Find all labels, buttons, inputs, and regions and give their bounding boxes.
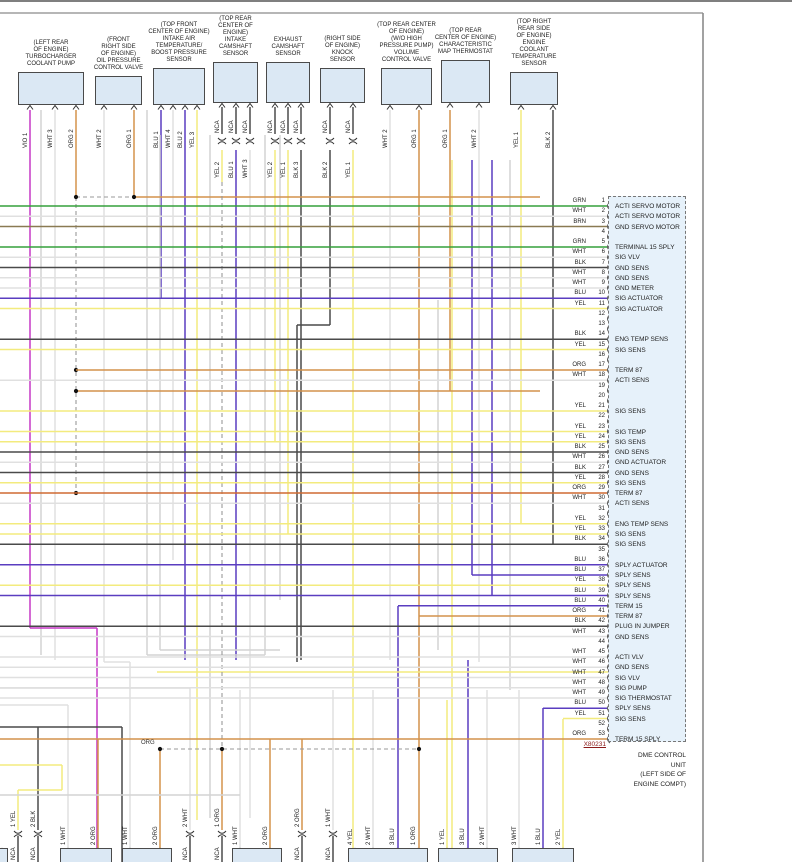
bottom-connector-box [0, 848, 8, 862]
dme-pin-signal-label: SIG SENS [615, 541, 646, 549]
dme-pin-number: 19 [598, 382, 605, 389]
dme-pin-signal-label: GND SENS [615, 664, 649, 672]
component-label-line: ENGINE) [222, 30, 248, 36]
component-label-line: SENSOR [222, 51, 249, 57]
dme-pin-number: 13 [598, 321, 605, 327]
component-label-line: SENSOR [329, 57, 356, 63]
dme-pin-signal-label: ACTI VLV [615, 654, 644, 661]
dme-pin-signal-label: ACTI SERVO MOTOR [615, 203, 681, 210]
dme-pin-color: WHT [572, 649, 586, 655]
dme-pin-signal-label: SIG SENS [615, 408, 646, 415]
dme-pin-signal-label: GND SENS [615, 469, 649, 477]
pin-wire-label: WHT 2 [472, 129, 478, 148]
dme-caption-line: (LEFT SIDE OF [640, 771, 686, 778]
dme-pin-color: BLK [574, 464, 586, 471]
dme-pin-number: 7 [601, 259, 605, 266]
dme-pin-number: 1 [601, 198, 605, 204]
component-label-line: OIL PRESSURE [96, 58, 141, 64]
pin-wire-label: BLU 2 [178, 131, 184, 148]
bottom-pin-wire-label: 1 WHT [61, 826, 67, 845]
dme-pin-signal-label: SPLY ACTUATOR [615, 561, 668, 569]
dme-pin-signal-label: SIG ACTUATOR [615, 295, 663, 303]
bottom-pin-wire-label: 2 ORG [263, 826, 269, 845]
nca-label: NCA [295, 847, 301, 860]
component-label-line: (FRONT [107, 37, 130, 43]
bottom-connector-box [60, 848, 112, 862]
component-label-line: CENTER OF ENGINE) [148, 29, 210, 35]
component-label-line: VOLUME [393, 50, 420, 56]
pin-wire-label: ORG 1 [127, 129, 133, 148]
dme-pin-signal-label: SIG THERMOSTAT [615, 695, 672, 702]
dme-pin-color: WHT [572, 659, 586, 666]
pin-wire-label: WHT 3 [48, 129, 54, 148]
bottom-pin-wire-label: 2 BLK [31, 810, 37, 827]
component-label-line: SENSOR [275, 51, 301, 57]
component-label-line: SENSOR [521, 61, 547, 67]
dme-pin-number: 8 [601, 269, 605, 276]
component-label-line: (TOP REAR [219, 16, 252, 22]
connector-box-boost-pressure-sensor [153, 68, 205, 105]
dme-pin-signal-label: SIG SENS [615, 531, 646, 538]
dme-pin-color: BLU [574, 567, 586, 573]
dme-pin-signal-label: SIG VLV [615, 254, 640, 262]
dme-pin-signal-label: SIG SENS [615, 346, 646, 354]
dme-pin-number: 29 [598, 485, 605, 491]
dme-pin-signal-label: GND SERVO MOTOR [615, 223, 680, 231]
dme-pin-color: WHT [572, 208, 586, 215]
component-label-line: (W/O HIGH [391, 36, 422, 42]
dme-pin-number: 14 [598, 331, 605, 338]
component-label-line: OF ENGINE) [388, 29, 424, 35]
nca-label: NCA [268, 120, 274, 133]
bottom-pin-wire-label: 2 YEL [556, 828, 562, 845]
dme-pin-signal-label: ACTI SERVO MOTOR [615, 213, 681, 221]
connector-box-characteristic-map-thermostat [441, 60, 490, 103]
connector-box-knock-sensor [320, 68, 365, 103]
dme-pin-signal-label: TERM 87 [615, 613, 643, 620]
component-label-line: COOLANT PUMP [27, 61, 75, 67]
component-label-line: INTAKE [224, 37, 247, 43]
bottom-pin-wire-label: 3 BLU [390, 828, 396, 845]
dme-pin-color: WHT [572, 690, 586, 696]
bottom-pin-wire-label: 4 YEL [348, 828, 354, 845]
dme-pin-number: 34 [598, 536, 605, 543]
dme-pin-signal-label: SPLY SENS [615, 582, 651, 590]
dme-pin-color: WHT [572, 679, 586, 686]
dme-pin-number: 21 [598, 403, 605, 409]
dme-pin-signal-label: GND SENS [615, 633, 649, 641]
pin-wire-label: ORG 1 [412, 129, 418, 148]
dme-pin-color: WHT [572, 495, 586, 502]
bottom-pin-wire-label: 2 WHT [480, 826, 486, 845]
dme-pin-signal-label: TERM 15 SPLY [615, 736, 661, 743]
nca-label: NCA [215, 847, 221, 860]
component-label-line: CENTER OF [218, 23, 253, 29]
dme-pin-signal-label: TERM 15 [615, 602, 643, 610]
component-label-line: EXHAUST [273, 37, 303, 43]
dme-pin-color: GRN [572, 239, 586, 245]
dme-pin-number: 46 [598, 659, 605, 666]
dme-pin-color: BLU [574, 556, 586, 563]
dme-pin-number: 11 [598, 300, 605, 307]
dme-pin-color: BLK [574, 331, 586, 338]
pin-wire-label: YEL 1 [346, 161, 352, 178]
dme-pin-number: 36 [598, 556, 605, 563]
dme-pin-signal-label: ENG TEMP SENS [615, 336, 669, 344]
dme-pin-number: 17 [598, 362, 605, 368]
component-label-line: OF ENGINE) [516, 33, 552, 39]
dme-pin-color: YEL [574, 300, 586, 307]
dme-pin-signal-label: SPLY SENS [615, 572, 651, 579]
dme-pin-number: 42 [598, 618, 605, 625]
dme-pin-number: 32 [598, 515, 605, 522]
dme-pin-number: 40 [598, 597, 605, 604]
dme-pin-number: 28 [598, 474, 605, 481]
dme-pin-signal-label: PLUG IN JUMPER [615, 623, 670, 631]
nca-label: NCA [11, 847, 17, 860]
dme-pin-color: WHT [572, 454, 586, 461]
pin-wire-label: YEL 2 [215, 161, 221, 178]
dme-pin-number: 48 [598, 679, 605, 686]
dme-pin-color: BLK [574, 259, 586, 266]
dme-pin-signal-label: ACTI SENS [615, 377, 650, 385]
dme-pin-signal-label: GND ACTUATOR [615, 459, 667, 467]
dme-caption-line: DME CONTROL [637, 752, 686, 759]
dme-pin-color: YEL [574, 710, 586, 717]
component-label-line: (TOP FRONT [160, 22, 198, 28]
bottom-pin-wire-label: 1 WHT [123, 826, 129, 845]
bottom-pin-wire-label: 1 WHT [326, 808, 332, 827]
connector-box-exhaust-camshaft-sensor [266, 62, 310, 103]
pin-wire-label: BLU 1 [229, 161, 235, 178]
bottom-pin-wire-label: 1 BLU [536, 828, 542, 845]
pin-wire-label: VIO 1 [23, 132, 29, 148]
dme-pin-number: 9 [601, 280, 605, 286]
dme-pin-number: 20 [598, 392, 605, 399]
bottom-pin-wire-label: 1 WHT [233, 826, 239, 845]
dme-pin-number: 50 [598, 700, 605, 707]
dme-pin-signal-label: SIG ACTUATOR [615, 305, 663, 313]
bottom-pin-wire-label: 3 BLU [460, 828, 466, 845]
dme-pin-number: 47 [598, 669, 605, 676]
pin-wire-label: BLK 2 [546, 131, 552, 148]
dme-pin-signal-label: GND SENS [615, 264, 649, 272]
nca-label: NCA [229, 120, 235, 133]
bottom-connector-box [122, 848, 172, 862]
nca-label: NCA [183, 847, 189, 860]
org-wire-label: ORG [141, 740, 155, 746]
dme-pin-color: WHT [572, 669, 586, 676]
connector-box-volume-control-valve [381, 68, 432, 105]
bottom-connector-box [348, 848, 428, 862]
dme-pin-number: 2 [601, 208, 605, 215]
dme-pin-signal-label: TERM 87 [615, 490, 643, 497]
dme-pin-color: WHT [572, 269, 586, 276]
dme-pin-signal-label: GND METER [615, 285, 654, 292]
nca-label: NCA [294, 120, 300, 133]
bottom-pin-wire-label: 1 YEL [11, 810, 17, 827]
bottom-pin-wire-label: 1 ORG [215, 808, 221, 827]
dme-pin-color: YEL [574, 341, 586, 348]
connector-box-coolant-pump [18, 72, 84, 105]
component-label-line: (RIGHT SIDE [324, 36, 361, 42]
dme-pin-color: YEL [574, 515, 586, 522]
component-label-line: TURBOCHARGER [25, 54, 77, 60]
dme-pin-color: GRN [572, 198, 586, 204]
component-label-line: SENSOR [166, 57, 192, 63]
dme-pin-number: 5 [601, 239, 605, 245]
dme-pin-number: 16 [598, 351, 605, 358]
component-label-line: PRESSURE PUMP) [379, 43, 434, 49]
pin-wire-label: WHT 3 [243, 159, 249, 178]
dme-pin-number: 53 [598, 731, 605, 737]
dme-pin-color: YEL [574, 423, 586, 430]
dme-pin-number: 23 [598, 423, 605, 430]
nca-label: NCA [323, 120, 329, 133]
dme-pin-number: 25 [598, 444, 605, 450]
component-label-line: OF ENGINE) [324, 43, 360, 49]
dme-pin-number: 44 [598, 638, 605, 645]
component-label-line: (LEFT REAR [33, 40, 69, 46]
dme-pin-number: 43 [598, 628, 605, 635]
pin-wire-label: BLU 1 [154, 131, 160, 148]
dme-pin-color: BLU [574, 587, 586, 594]
connector-box-engine-coolant-temperature-sensor [510, 72, 558, 105]
bottom-connector-box [512, 848, 574, 862]
component-label-line: CAMSHAFT [219, 44, 252, 50]
bottom-pin-wire-label: 2 ORG [153, 826, 159, 845]
dme-pin-number: 33 [598, 526, 605, 532]
component-label-line: (TOP REAR [449, 28, 482, 34]
dme-pin-number: 41 [598, 608, 605, 614]
dme-pin-color: BLU [574, 597, 586, 604]
dme-pin-signal-label: SPLY SENS [615, 592, 651, 600]
dme-pin-signal-label: SIG VLV [615, 674, 640, 682]
dme-pin-number: 51 [598, 710, 605, 717]
dme-pin-number: 3 [601, 218, 605, 225]
dme-pin-color: YEL [574, 577, 586, 584]
dme-pin-color: YEL [574, 474, 586, 481]
nca-label: NCA [31, 847, 37, 860]
dme-pin-color: YEL [574, 403, 586, 409]
bottom-pin-wire-label: 2 ORG [295, 808, 301, 827]
pin-wire-label: WHT 2 [97, 129, 103, 148]
dme-pin-color: WHT [572, 628, 586, 635]
dme-pin-color: BLK [574, 536, 586, 543]
component-label-line: (TOP RIGHT [516, 19, 552, 25]
component-label-line: CAMSHAFT [271, 44, 305, 50]
dme-pin-color: ORG [572, 485, 586, 491]
dme-pin-signal-label: ACTI SENS [615, 500, 650, 508]
dme-pin-number: 52 [598, 720, 605, 727]
pin-wire-label: WHT 4 [166, 129, 172, 148]
dme-pin-color: BLK [574, 618, 586, 625]
nca-label: NCA [243, 120, 249, 133]
nca-label: NCA [346, 120, 352, 133]
dme-pin-signal-label: GND SENS [615, 274, 649, 282]
pin-wire-label: YEL 2 [268, 161, 274, 178]
dme-pin-color: YEL [574, 526, 586, 532]
dme-pin-color: WHT [572, 372, 586, 379]
dme-pin-signal-label: SPLY SENS [615, 705, 651, 713]
pin-wire-label: YEL 1 [281, 161, 287, 178]
dme-pin-signal-label: TERM 87 [615, 367, 643, 374]
dme-pin-number: 6 [601, 249, 605, 256]
bottom-pin-wire-label: 3 WHT [512, 826, 518, 845]
dme-pin-signal-label: SIG PUMP [615, 684, 647, 692]
dme-pin-number: 31 [598, 505, 605, 512]
component-label-line: CONTROL VALVE [381, 57, 432, 63]
component-label-line: RIGHT SIDE [101, 44, 136, 50]
dme-pin-color: BRN [573, 218, 586, 225]
dme-pin-number: 38 [598, 577, 605, 584]
component-label-line: MAP THERMOSTAT [438, 49, 493, 55]
bottom-pin-wire-label: 2 WHT [183, 808, 189, 827]
component-label-line: OF ENGINE) [100, 51, 136, 57]
dme-pin-color: YEL [574, 433, 586, 440]
component-label-line: REAR SIDE [517, 26, 551, 32]
component-label-line: TEMPERATURE/ [155, 43, 203, 49]
bottom-connector-box [438, 848, 498, 862]
dme-pin-number: 26 [598, 454, 605, 461]
dme-pin-signal-label: SIG SENS [615, 479, 646, 487]
component-label-line: TEMPERATURE [511, 54, 557, 60]
pin-wire-label: WHT 2 [383, 129, 389, 148]
dme-pin-color: WHT [572, 280, 586, 286]
component-label-line: (TOP REAR CENTER [377, 22, 436, 28]
dme-pin-number: 22 [598, 413, 605, 420]
dme-pin-color: ORG [572, 731, 586, 737]
dme-pin-signal-label: SIG SENS [615, 438, 646, 446]
dme-pin-number: 45 [598, 649, 605, 655]
connector-box-intake-camshaft-sensor [213, 62, 258, 103]
component-label-line: ENGINE [522, 40, 546, 46]
dme-pin-color: ORG [572, 608, 586, 614]
dme-pin-number: 37 [598, 567, 605, 573]
component-label-line: INTAKE AIR [162, 36, 196, 42]
dme-pin-color: BLU [574, 700, 586, 707]
component-label-line: CONTROL VALVE [93, 65, 144, 71]
dme-pin-number: 4 [601, 228, 605, 235]
connector-id-link[interactable]: X80231 [583, 741, 606, 748]
bottom-pin-wire-label: 2 ORG [91, 826, 97, 845]
dme-pin-number: 24 [598, 433, 605, 440]
dme-pin-color: BLK [574, 444, 586, 450]
dme-pin-signal-label: GND SENS [615, 449, 649, 456]
dme-pin-color: ORG [572, 362, 586, 368]
component-label-line: CENTER OF ENGINE) [434, 35, 497, 41]
component-label-line: BOOST PRESSURE [151, 50, 207, 56]
dme-pin-number: 10 [598, 290, 605, 297]
dme-pin-number: 15 [598, 341, 605, 348]
connector-box-oil-pressure-control-valve [95, 76, 142, 105]
bottom-pin-wire-label: 1 ORG [411, 826, 417, 845]
pin-wire-label: YEL 3 [190, 131, 196, 148]
dme-pin-number: 27 [598, 464, 605, 471]
pin-wire-label: YEL 1 [514, 131, 520, 148]
dme-pin-signal-label: TERMINAL 15 SPLY [615, 244, 675, 251]
dme-pin-signal-label: SIG TEMP [615, 428, 646, 436]
bottom-pin-wire-label: 1 YEL [440, 828, 446, 845]
dme-pin-signal-label: SIG SENS [615, 715, 646, 723]
component-label-engine-coolant-temperature-sensor [488, 19, 580, 68]
dme-pin-signal-label: ENG TEMP SENS [615, 520, 669, 528]
component-label-line: COOLANT [519, 47, 549, 53]
dme-pin-number: 18 [598, 372, 605, 379]
component-label-line: CHARACTERISTIC [439, 42, 492, 48]
nca-label: NCA [281, 120, 287, 133]
dme-pin-number: 39 [598, 587, 605, 594]
dme-pin-number: 12 [598, 310, 605, 317]
component-label-line: OF ENGINE) [33, 47, 69, 53]
bottom-pin-wire-label: 2 WHT [366, 826, 372, 845]
pin-wire-label: BLK 3 [294, 161, 300, 178]
dme-caption-line: ENGINE COMPT) [633, 780, 686, 788]
dme-pin-color: BLU [574, 290, 586, 297]
component-label-line: KNOCK [331, 50, 354, 56]
dme-caption-line: UNIT [670, 761, 686, 769]
bottom-connector-box [232, 848, 282, 862]
dme-pin-number: 35 [598, 546, 605, 553]
dme-caption [556, 751, 686, 789]
pin-wire-label: ORG 2 [69, 129, 75, 148]
dme-pin-number: 30 [598, 495, 605, 502]
nca-label: NCA [215, 120, 221, 133]
dme-pin-color: WHT [572, 249, 586, 256]
dme-pin-number: 49 [598, 690, 605, 696]
nca-label: NCA [326, 847, 332, 860]
pin-wire-label: ORG 1 [443, 129, 449, 148]
pin-wire-label: BLK 2 [323, 161, 329, 178]
